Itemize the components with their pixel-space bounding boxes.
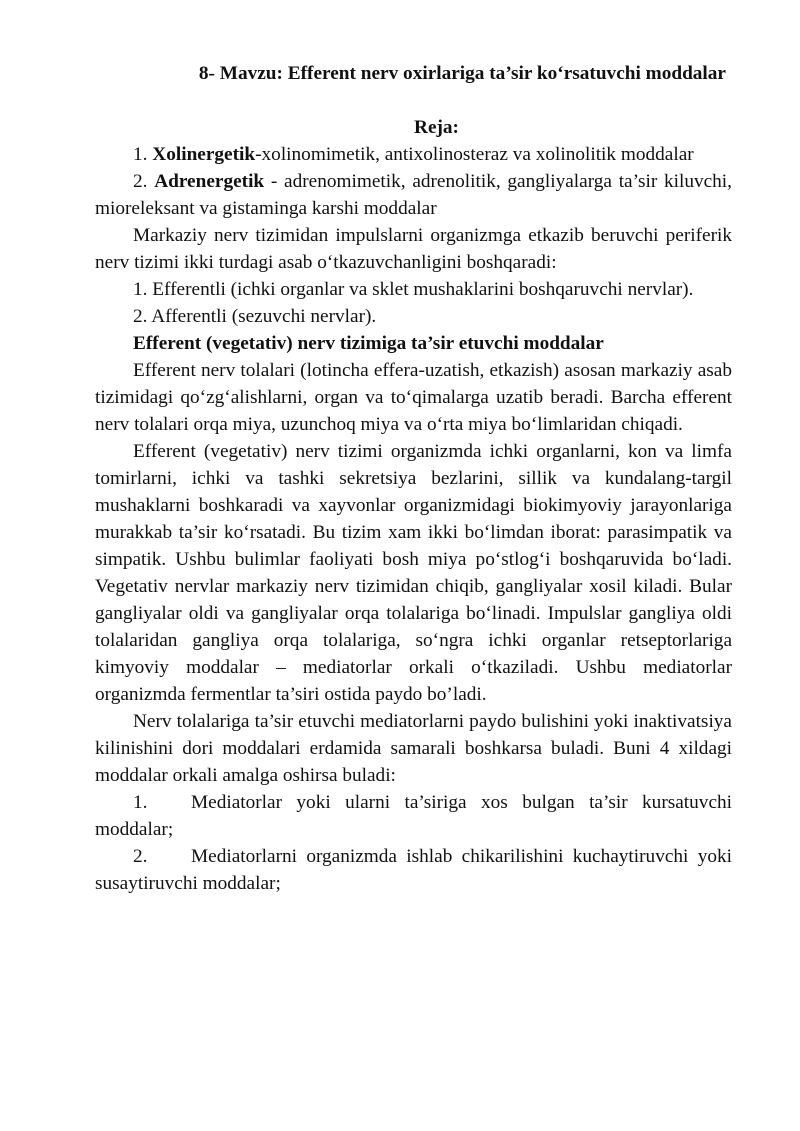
document-page <box>95 60 732 897</box>
paragraph-1: Efferent nerv tolalari (lotincha effera-uzatish, etkazish) asosan markaziy asab tizimidagi qo‘zg‘alishlarni, organ va to‘qimalarga uzatib beradi. Barcha efferent nerv tolalari orqa miya, uzunchoq miya va o‘rta miya bo‘limlaridan chiqadi. <box>95 360 732 435</box>
intro-paragraph: Markaziy nerv tizimidan impulslarni organizmga etkazib beruvchi periferik nerv tizimi ikki turdagi asab o‘tkazuvchanligini boshqaradi: <box>95 225 732 273</box>
plan-item-1-text: -xolinomimetik, antixolinosteraz va xolinolitik moddalar <box>255 144 694 165</box>
nerve-type-2: 2. Afferentli (sezuvchi nervlar). <box>133 306 377 327</box>
plan-item-1 <box>95 141 732 168</box>
paragraph-3: Nerv tolalariga ta’sir etuvchi mediatorlarni paydo bulishini yoki inaktivatsiya kilinishini dori moddalari erdamida samarali boshkarsa buladi. Buni 4 xildagi moddalar orkali amalga oshirsa buladi: <box>95 711 732 786</box>
nerve-type-1: 1. Efferentli (ichki organlar va sklet mushaklarini boshqaruvchi nervlar). <box>133 279 694 300</box>
method-item-1 <box>95 789 732 843</box>
plan-item-1-number: 1. <box>133 144 148 165</box>
plan-item-2 <box>95 168 732 222</box>
method-item-2 <box>95 843 732 897</box>
paragraph-2: Efferent (vegetativ) nerv tizimi organizmda ichki organlarni, kon va limfa tomirlarni, ichki va tashki sekretsiya bezlarini, sillik va kundalang-targil mushaklarni boshkaradi va xayvonlar organizmidagi biokimyoviy jarayonlariga murakkab ta’sir ko‘rsatadi. Bu tizim xam ikki bo‘limdan iborat: parasimpatik va simpatik. Ushbu bulimlar faoliyati bosh miya po‘stlog‘i boshqaruvida bo‘ladi. Vegetativ nervlar markaziy nerv tizimidan chiqib, gangliyalar xosil kiladi. Bular gangliyalar oldi va gangliyalar orqa tolalariga bo‘linadi. Impulslar gangliya oldi tolalaridan gangliya orqa tolalariga, so‘ngra ichki organlar retseptorlariga kimyoviy moddalar – mediatorlar orkali o‘tkaziladi. Ushbu mediatorlar organizmda fermentlar ta’siri ostida paydo bo’ladi. <box>95 441 732 705</box>
plan-item-2-number: 2. <box>133 171 148 192</box>
method-item-2-number: 2. <box>133 846 148 867</box>
plan-item-2-bold: Adrenergetik <box>154 171 265 192</box>
section-heading: Efferent (vegetativ) nerv tizimiga ta’sir etuvchi moddalar <box>133 333 604 354</box>
method-item-1-text: Mediatorlar yoki ularni ta’siriga xos bulgan ta’sir kursatuvchi moddalar; <box>95 792 732 840</box>
plan-heading: Reja: <box>414 117 459 138</box>
plan-item-1-bold: Xolinergetik <box>152 144 256 165</box>
plan-item-2-text: - adrenomimetik, adrenolitik, gangliyalarga ta’sir kiluvchi, mioreleksant va gistaminga karshi moddalar <box>95 171 732 219</box>
method-item-1-number: 1. <box>133 792 148 813</box>
method-item-2-text: Mediatorlarni organizmda ishlab chikarilishini kuchaytiruvchi yoki susaytiruvchi moddalar; <box>95 846 732 894</box>
document-title: 8- Mavzu: Efferent nerv oxirlariga ta’sir ko‘rsatuvchi moddalar <box>198 63 726 84</box>
